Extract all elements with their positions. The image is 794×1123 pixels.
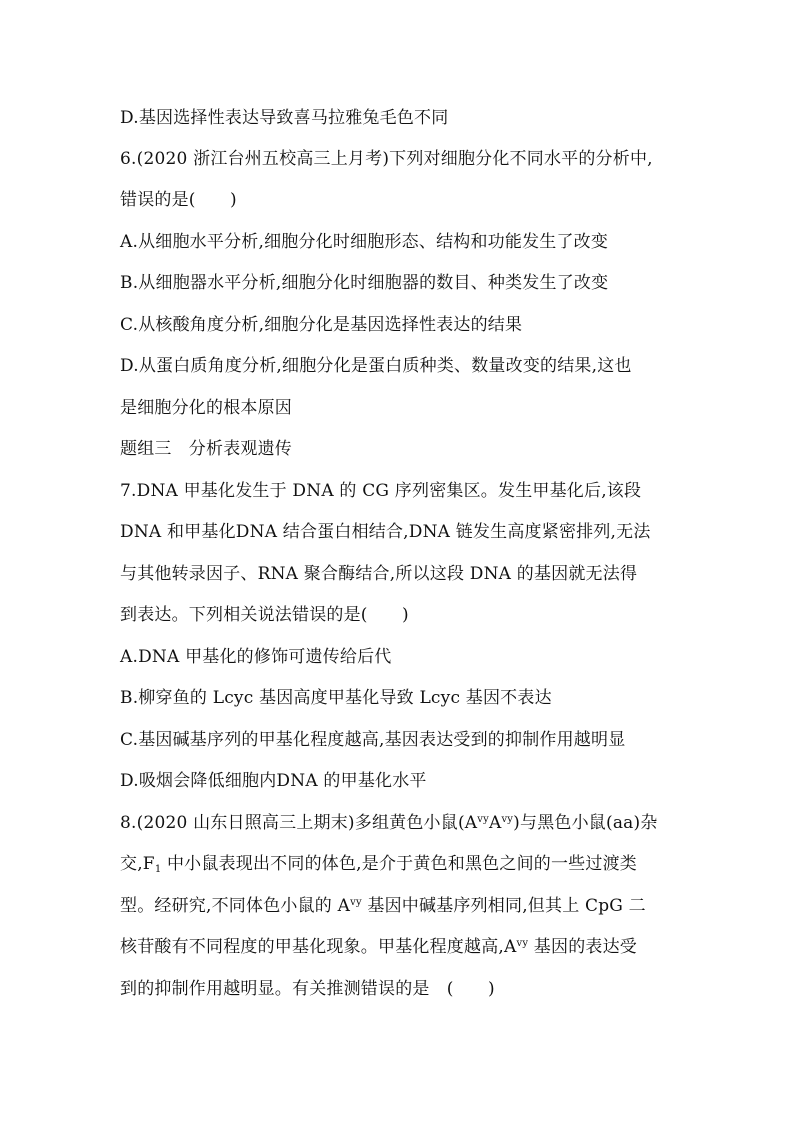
question-7-stem-cont-1: DNA 和甲基化DNA 结合蛋白相结合,DNA 链发生高度紧密排列,无法 — [120, 522, 651, 542]
question-7-stem-cont-2: 与其他转录因子、RNA 聚合酶结合,所以这段 DNA 的基因就无法得 — [120, 564, 638, 584]
q8-superscript: vy — [350, 897, 362, 908]
q8-text: 8.(2020 山东日照高三上期末)多组黄色小鼠(A — [120, 813, 478, 833]
q8-text: 交,F — [120, 854, 155, 874]
question-8-stem-cont-3 — [120, 935, 680, 959]
question-6-option-d: D.从蛋白质角度分析,细胞分化是蛋白质种类、数量改变的结果,这也 — [120, 356, 632, 376]
q8-superscript: vy — [501, 814, 514, 825]
q8-text: 中小鼠表现出不同的体色,是介于黄色和黑色之间的一些过渡类 — [161, 854, 637, 874]
question-7-stem: 7.DNA 甲基化发生于 DNA 的 CG 序列密集区。发生甲基化后,该段 — [120, 481, 642, 501]
option-6d-prev: D.基因选择性表达导致喜马拉雅兔毛色不同 — [120, 108, 449, 128]
question-7-option-d: D.吸烟会降低细胞内DNA 的甲基化水平 — [120, 771, 427, 791]
question-6-option-c: C.从核酸角度分析,细胞分化是基因选择性表达的结果 — [120, 315, 523, 335]
question-7-option-a: A.DNA 甲基化的修饰可遗传给后代 — [120, 647, 392, 667]
question-8-stem-cont-4: 到的抑制作用越明显。有关推测错误的是 ( ) — [120, 979, 495, 999]
section-heading: 题组三 分析表观遗传 — [120, 439, 292, 459]
q8-superscript: vy — [516, 938, 529, 949]
q8-superscript: vy — [477, 814, 489, 825]
q8-text: 基因中碱基序列相同,但其上 CpG 二 — [361, 896, 646, 916]
question-6-option-a: A.从细胞水平分析,细胞分化时细胞形态、结构和功能发生了改变 — [120, 232, 609, 252]
q8-text: A — [488, 813, 502, 833]
q8-text: 核苷酸有不同程度的甲基化现象。甲基化程度越高,A — [120, 937, 517, 957]
question-8-stem-cont-2 — [120, 894, 680, 918]
question-7-stem-cont-3: 到表达。下列相关说法错误的是( ) — [120, 605, 409, 625]
question-8-stem-cont-1 — [120, 852, 680, 876]
q8-text: )与黑色小鼠(aa)杂 — [513, 813, 658, 833]
q8-text: 型。经研究,不同体色小鼠的 A — [120, 896, 351, 916]
question-6-stem: 6.(2020 浙江台州五校高三上月考)下列对细胞分化不同水平的分析中, — [120, 149, 653, 169]
question-6-option-b: B.从细胞器水平分析,细胞分化时细胞器的数目、种类发生了改变 — [120, 273, 609, 293]
q8-text: 基因的表达受 — [528, 937, 637, 957]
question-7-option-b: B.柳穿鱼的 Lcyc 基因高度甲基化导致 Lcyc 基因不表达 — [120, 688, 552, 708]
question-8-stem — [120, 811, 680, 835]
question-6-option-d-cont: 是细胞分化的根本原因 — [120, 398, 292, 418]
question-7-option-c: C.基因碱基序列的甲基化程度越高,基因表达受到的抑制作用越明显 — [120, 730, 626, 750]
question-6-stem-cont: 错误的是( ) — [120, 190, 237, 210]
q8-subscript: 1 — [154, 864, 162, 875]
